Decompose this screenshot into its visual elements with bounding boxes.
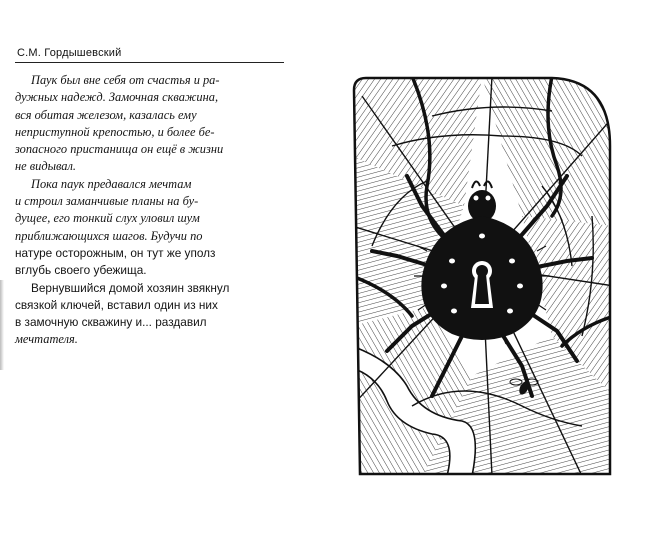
text-line: зопасного пристанища он ещё в жизни	[15, 142, 224, 157]
page-edge-shadow	[0, 280, 4, 370]
story-text	[15, 72, 293, 349]
text-line: приближающихся шагов. Будучи по	[15, 228, 203, 243]
header-rule	[15, 62, 284, 63]
text-line: неприступной крепостью, и более бе-	[15, 124, 215, 139]
spider-illustration	[352, 76, 614, 476]
text-line: и строил заманчивые планы на бу-	[15, 194, 199, 209]
text-line: мечтателя.	[15, 332, 78, 347]
text-line: в замочную скважину и... раздавил	[15, 315, 207, 330]
text-line: вся обитая железом, казалась ему	[15, 107, 197, 122]
text-line: Вернувшийся домой хозяин звякнул	[31, 280, 230, 295]
running-header-author: С.М. Гордышевский	[17, 47, 122, 59]
keyhole-icon	[471, 261, 493, 308]
paragraph-3	[15, 280, 293, 349]
text-line: вглубь своего убежища.	[15, 263, 147, 278]
text-line: Паук был вне себя от счастья и ра-	[31, 73, 220, 87]
text-line: связкой ключей, вставил один из них	[15, 297, 218, 312]
paragraph-1	[15, 72, 293, 176]
paragraph-2	[15, 176, 293, 280]
left-page	[0, 0, 300, 540]
text-line: не видывал.	[15, 159, 76, 174]
text-line: натуре осторожным, он тут же уполз	[15, 245, 216, 260]
text-line: дущее, его тонкий слух уловил шум	[15, 211, 200, 226]
text-line: дужных надежд. Замочная скважина,	[15, 90, 219, 105]
text-line: Пока паук предавался мечтам	[31, 176, 192, 191]
